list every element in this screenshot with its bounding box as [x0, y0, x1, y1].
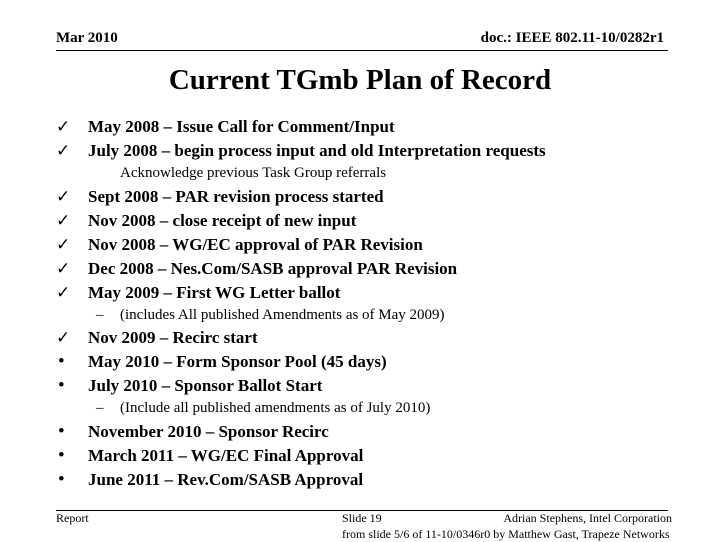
- slide-title: Current TGmb Plan of Record: [168, 64, 552, 96]
- bullet-icon: •: [58, 351, 65, 372]
- check-icon: ✓: [56, 187, 71, 206]
- bullet-icon: •: [58, 421, 65, 442]
- dash-marker: –: [96, 307, 104, 323]
- check-icon: ✓: [56, 283, 71, 302]
- list-item-text: Nov 2008 – close receipt of new input: [88, 211, 357, 230]
- list-item-text: June 2011 – Rev.Com/SASB Approval: [88, 470, 364, 489]
- slide-number: Slide 19: [342, 511, 382, 525]
- list-item-text: July 2010 – Sponsor Ballot Start: [88, 376, 323, 395]
- sub-item: [120, 163, 386, 183]
- check-icon: ✓: [56, 328, 71, 347]
- sub-item: [96, 305, 445, 325]
- list-item-text: November 2010 – Sponsor Recirc: [88, 422, 329, 441]
- bullet-icon: •: [58, 469, 65, 490]
- sub-item: [96, 398, 430, 418]
- bullet-icon: •: [58, 445, 65, 466]
- sub-item-text: Acknowledge previous Task Group referrals: [120, 165, 387, 181]
- list-item-text: Nov 2009 – Recirc start: [88, 328, 258, 347]
- sub-item-text: (Include all published amendments as of July 2010): [120, 400, 431, 416]
- list-item-text: May 2010 – Form Sponsor Pool (45 days): [88, 352, 387, 371]
- dash-marker: –: [96, 400, 104, 416]
- list-item-text: Sept 2008 – PAR revision process started: [88, 187, 384, 206]
- footer-source-note: from slide 5/6 of 11-10/0346r0 by Matthew Gast, Trapeze Networks: [342, 527, 670, 541]
- header-date: Mar 2010: [56, 30, 118, 46]
- header-rule: [56, 50, 668, 51]
- list-item-text: July 2008 – begin process input and old Interpretation requests: [88, 141, 546, 160]
- list-item-text: Nov 2008 – WG/EC approval of PAR Revision: [88, 235, 423, 254]
- list-item-text: May 2008 – Issue Call for Comment/Input: [88, 117, 395, 136]
- check-icon: ✓: [56, 259, 71, 278]
- list-item-text: May 2009 – First WG Letter ballot: [88, 283, 341, 302]
- header-doc-id: doc.: IEEE 802.11-10/0282r1: [480, 30, 664, 46]
- check-icon: ✓: [56, 211, 71, 230]
- check-icon: ✓: [56, 141, 71, 160]
- sub-item-text: (includes All published Amendments as of May 2009): [120, 307, 445, 323]
- footer-label: Report: [56, 511, 89, 525]
- list-item-text: March 2011 – WG/EC Final Approval: [88, 446, 364, 465]
- check-icon: ✓: [56, 235, 71, 254]
- list-item-text: Dec 2008 – Nes.Com/SASB approval PAR Revision: [88, 259, 458, 278]
- footer-author: Adrian Stephens, Intel Corporation: [503, 511, 672, 525]
- check-icon: ✓: [56, 117, 71, 136]
- bullet-icon: •: [58, 375, 65, 396]
